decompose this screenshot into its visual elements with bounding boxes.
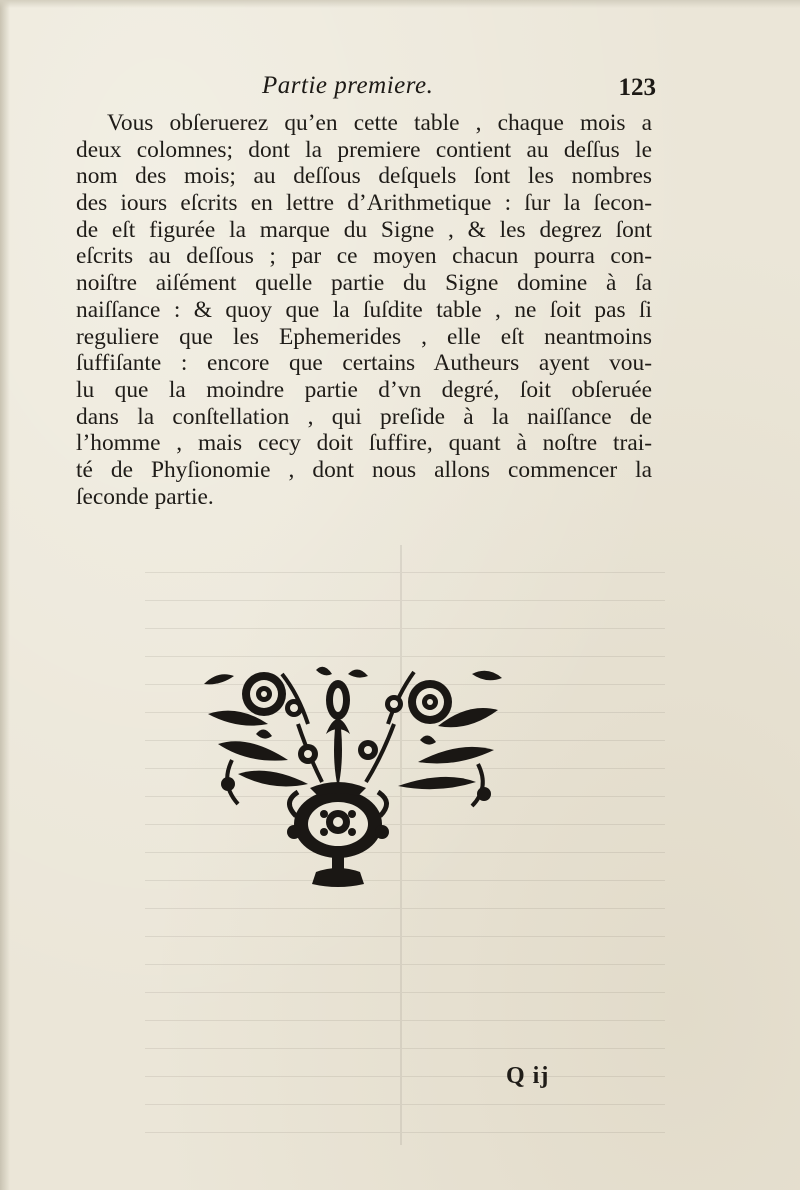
page-number: 123: [618, 74, 656, 101]
text-line: té de Phyſionomie , dont nous allons commencer la: [76, 456, 652, 483]
running-head: Partie premiere.: [262, 72, 434, 99]
text-line: Vous obſeruerez qu’en cette table , chaque mois a: [107, 110, 652, 136]
flower-vase-woodcut-icon: [198, 664, 508, 890]
text-line: ſuffiſante : encore que certains Autheurs ayent vou-: [76, 350, 652, 377]
page-header: [0, 72, 800, 108]
page-top-shadow: [0, 0, 800, 8]
text-line: reguliere que les Ephemerides , elle eſt neantmoins: [76, 323, 652, 350]
text-line: lu que la moindre partie d’vn degré, ſoit obſeruée: [76, 376, 652, 403]
text-line: dans la conſtellation , qui preſide à la naiſſance de: [76, 403, 652, 430]
page-edge-shadow: [0, 0, 10, 1190]
text-line: naiſſance : & quoy que la ſuſdite table , ne ſoit pas ſi: [76, 296, 652, 323]
text-line: noiſtre aiſément quelle partie du Signe domine à ſa: [76, 270, 652, 297]
text-line: eſcrits au deſſous ; par ce moyen chacun pourra con-: [76, 243, 652, 270]
text-line: l’homme , mais cecy doit ſuffire, quant à noſtre trai-: [76, 430, 652, 457]
body-text: [76, 110, 652, 510]
text-line: de eſt figurée la marque du Signe , & les degrez ſont: [76, 216, 652, 243]
signature-mark: Q ij: [506, 1063, 550, 1089]
text-line: nom des mois; au deſſous deſquels ſont les nombres: [76, 163, 652, 190]
text-line: des iours eſcrits en lettre d’Arithmetique : ſur la ſecon-: [76, 190, 652, 217]
text-line: deux colomnes; dont la premiere contient au deſſus le: [76, 136, 652, 163]
text-line: ſeconde partie.: [76, 483, 214, 510]
